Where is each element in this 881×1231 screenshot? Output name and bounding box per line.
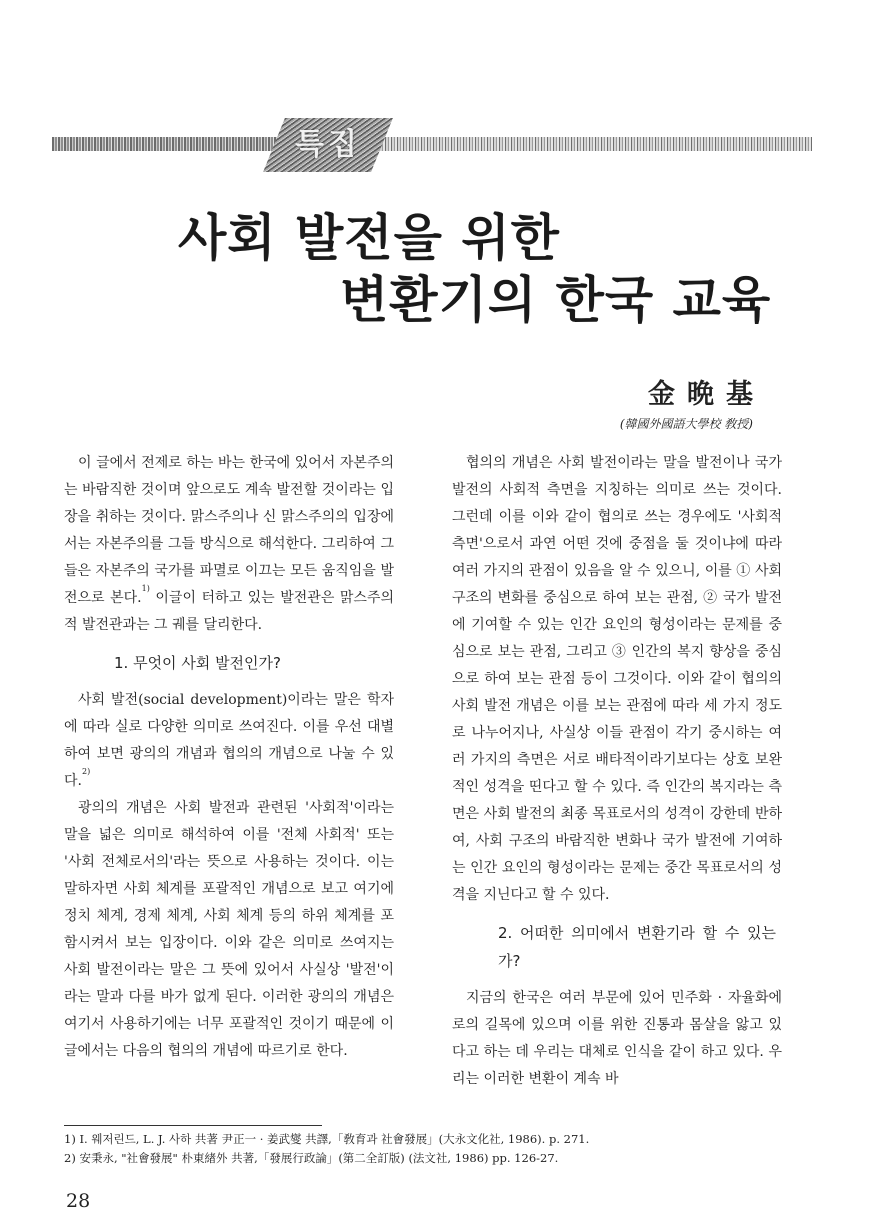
footnote-ref-1: 1) (141, 584, 150, 593)
banner-stripe-right (376, 137, 812, 151)
author-block (619, 372, 765, 432)
left-column (64, 450, 394, 1065)
footnote-rule (64, 1125, 322, 1126)
intro-text: 이 글에서 전제로 하는 바는 한국에 있어서 자본주의는 바람직한 것이며 앞으로도 계속 발전할 것이라는 입장을 취하는 것이다. 맑스주의나 신 맑스주의의 입장에서는 자본주의를 그들 방식으로 해석한다. 그리하여 그들은 자본주의 국가를 파멸로 이끄는 모든 움직임을 발전으로 본다. (64, 455, 394, 606)
author-name: 金晩基 (648, 379, 765, 410)
paragraph-1-text: 사회 발전(social development)이라는 말은 학자에 따라 실로 다양한 의미로 쓰여진다. 이를 우선 대별하여 보면 광의의 개념과 협의의 개념으로 나눌 수 있다. (64, 692, 394, 789)
section-banner (52, 118, 812, 172)
section-badge-label: 특집 (295, 127, 361, 162)
banner-stripe-left (52, 137, 282, 151)
paragraph-1 (64, 687, 394, 795)
footnote-1: 1) I. 웨저린드, L. J. 사하 共著 尹正一 · 姜武燮 共譯,「敎育과 社會發展」(大永文化社, 1986). p. 271. (64, 1132, 590, 1146)
section-heading-1: 1. 무엇이 사회 발전인가? (114, 654, 281, 672)
paragraph-2: 광의의 개념은 사회 발전과 관련된 '사회적'이라는 말을 넓은 의미로 해석하여 이를 '전체 사회적' 또는 '사회 전체로서의'라는 뜻으로 사용하는 것이다. 이는 말하자면 사회 체계를 포괄적인 개념으로 보고 여기에 정치 체계, 경제 체계, 사회 체계 등의 하위 체계를 포함시켜서 보는 입장이다. 이와 같은 의미로 쓰여지는 사회 발전이라는 말은 그 뜻에 있어서 사실상 '발전'이라는 말과 다를 바가 없게 된다. 이러한 광의의 개념은 여기서 사용하기에는 너무 포괄적인 것이기 때문에 이 글에서는 다음의 협의의 개념에 따르기로 한다. (64, 800, 394, 1059)
page-number: 28 (66, 1190, 91, 1212)
footnote-2: 2) 安秉永, "社會發展" 朴東緖外 共著,「發展行政論」(第二全訂版) (法文社, 1986) pp. 126-27. (64, 1151, 559, 1165)
article-title-line1: 사회 발전을 위한 (178, 209, 560, 267)
section-heading-2: 2. 어떠한 의미에서 변환기라 할 수 있는가? (498, 924, 776, 970)
paragraph-3: 협의의 개념은 사회 발전이라는 말을 발전이나 국가 발전의 사회적 측면을 지칭하는 의미로 쓰는 것이다. 그런데 이를 이와 같이 협의로 쓰는 경우에도 '사회적 측면'으로서 과연 어떤 것에 중점을 둘 것이냐에 따라 여러 가지의 관점이 있음을 알 수 있으니, 이를 ① 사회 구조의 변화를 중심으로 하여 보는 관점, ② 국가 발전에 기여할 수 있는 인간 요인의 형성이라는 문제를 중심으로 보는 관점, 그리고 ③ 인간의 복지 향상을 중심으로 하여 보는 관점 등이 그것이다. 이와 같이 협의의 사회 발전 개념은 이를 보는 관점에 따라 세 가지 정도로 나누어지나, 사실상 이들 관점이 각기 중시하는 여러 가지의 측면은 서로 배타적이라기보다는 상호 보완적인 성격을 띤다고 할 수 있다. 즉 인간의 복지라는 측면은 사회 발전의 최종 목표로서의 성격이 강한데 반하여, 사회 구조의 바람직한 변화나 국가 발전에 기여하는 인간 요인의 형성이라는 문제는 중간 목표로서의 성격을 지닌다고 할 수 있다. (452, 455, 782, 903)
author-affiliation: (韓國外國語大學校 敎授) (619, 417, 753, 431)
article-title-line2: 변환기의 한국 교육 (340, 271, 772, 329)
intro-tail: 이글이 터하고 있는 발전관은 맑스주의적 발전관과는 그 궤를 달리한다. (64, 590, 394, 633)
footnotes (64, 1130, 824, 1168)
intro-paragraph (64, 450, 394, 639)
footnote-ref-2: 2) (81, 767, 91, 776)
paragraph-4: 지금의 한국은 여러 부문에 있어 민주화 · 자율화에로의 길목에 있으며 이를 위한 진통과 몸살을 앓고 있다고 하는 데 우리는 대체로 인식을 같이 하고 있다. 우리는 이러한 변환이 계속 바 (452, 990, 782, 1087)
right-column (452, 450, 782, 1093)
